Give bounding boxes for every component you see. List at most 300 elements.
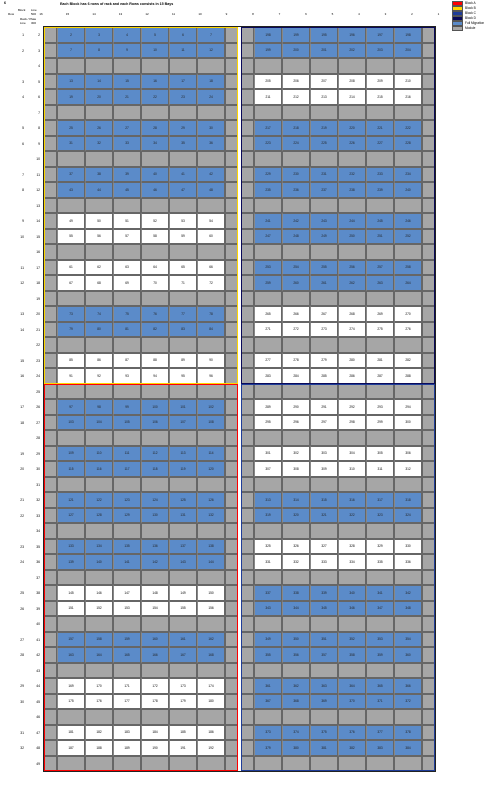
location-number: 306 <box>405 451 411 456</box>
location-cell <box>394 632 422 648</box>
location-cell <box>394 508 422 524</box>
location-cell <box>254 585 282 601</box>
aisle-cell <box>197 523 225 539</box>
location-number: 185 <box>180 730 186 735</box>
location-number: 79 <box>69 327 73 332</box>
aisle-cell <box>338 523 366 539</box>
location-number: 73 <box>69 311 73 316</box>
location-number: 307 <box>265 466 271 471</box>
location-number: 15 <box>125 79 129 84</box>
location-cell <box>282 539 310 555</box>
location-number: 174 <box>208 683 214 688</box>
aisle-cell <box>57 337 85 353</box>
location-cell <box>141 446 169 462</box>
location-cell <box>85 229 113 245</box>
aisle-cell <box>310 523 338 539</box>
aisle-cell <box>338 663 366 679</box>
aisle-cell <box>338 244 366 260</box>
aisle-cell <box>225 570 238 586</box>
location-cell <box>366 74 394 90</box>
location-number: 252 <box>405 234 411 239</box>
location-cell <box>197 74 225 90</box>
location-cell <box>57 554 85 570</box>
rack-end-cell <box>225 306 238 322</box>
location-number: 110 <box>96 451 102 456</box>
aisle-cell <box>338 756 366 772</box>
location-cell <box>254 275 282 291</box>
location-cell <box>169 306 197 322</box>
aisle-cell <box>85 477 113 493</box>
row-line-label: 21 <box>20 498 24 502</box>
rack-end-cell <box>241 399 254 415</box>
location-cell <box>366 539 394 555</box>
location-cell <box>85 554 113 570</box>
aisle-cell <box>197 337 225 353</box>
aisle-cell <box>169 756 197 772</box>
location-number: 137 <box>180 544 186 549</box>
location-number: 169 <box>68 683 74 688</box>
location-cell <box>366 275 394 291</box>
aisle-cell <box>197 244 225 260</box>
location-number: 341 <box>377 590 383 595</box>
location-cell <box>197 740 225 756</box>
aisle-cell <box>169 151 197 167</box>
rack-end-cell <box>422 647 435 663</box>
location-number: 127 <box>68 513 74 518</box>
rack-end-cell <box>225 120 238 136</box>
legend-label: Module <box>465 26 476 31</box>
location-cell <box>169 740 197 756</box>
location-number: 61 <box>69 265 73 270</box>
rack-end-cell <box>422 353 435 369</box>
location-number: 360 <box>405 652 411 657</box>
location-cell <box>282 725 310 741</box>
aisle-cell <box>394 198 422 214</box>
aisle-cell <box>44 244 57 260</box>
location-cell <box>169 213 197 229</box>
location-number: 86 <box>97 358 101 363</box>
row-index-label: 36 <box>36 560 40 564</box>
location-cell <box>254 182 282 198</box>
location-number: 286 <box>349 373 355 378</box>
rack-end-cell <box>44 725 57 741</box>
aisle-cell <box>338 58 366 74</box>
aisle-cell <box>254 58 282 74</box>
aisle-cell <box>254 709 282 725</box>
rack-end-cell <box>241 415 254 431</box>
row-index-label: 34 <box>36 529 40 533</box>
location-cell <box>57 399 85 415</box>
location-number: 199 <box>293 32 299 37</box>
aisle-cell <box>44 337 57 353</box>
location-cell <box>282 461 310 477</box>
location-cell <box>85 322 113 338</box>
location-cell <box>141 74 169 90</box>
rack-end-cell <box>241 446 254 462</box>
location-number: 146 <box>96 590 102 595</box>
location-cell <box>366 182 394 198</box>
location-number: 136 <box>152 544 158 549</box>
row-index-label: 33 <box>36 513 40 518</box>
location-number: 112 <box>152 451 158 456</box>
location-cell <box>282 229 310 245</box>
location-number: 196 <box>349 32 355 37</box>
location-cell <box>197 260 225 276</box>
rack-end-cell <box>422 446 435 462</box>
location-number: 129 <box>124 513 130 518</box>
location-cell <box>366 585 394 601</box>
header-line-label: Line <box>31 8 37 12</box>
rack-end-cell <box>422 260 435 276</box>
location-number: 159 <box>124 637 130 642</box>
aisle-cell <box>169 570 197 586</box>
location-number: 71 <box>181 280 185 285</box>
rack-end-cell <box>422 74 435 90</box>
rack-end-cell <box>44 678 57 694</box>
rack-end-cell <box>225 399 238 415</box>
location-cell <box>394 27 422 43</box>
aisle-cell <box>254 663 282 679</box>
row-line-label: 4 <box>22 95 24 99</box>
location-cell <box>57 213 85 229</box>
row-index-label: 5 <box>38 79 40 84</box>
location-cell <box>282 27 310 43</box>
row-index-label: 41 <box>36 637 40 642</box>
rack-end-cell <box>422 213 435 229</box>
aisle-cell <box>394 151 422 167</box>
aisle-cell <box>169 291 197 307</box>
aisle-cell <box>366 523 394 539</box>
location-number: 318 <box>405 497 411 502</box>
aisle-cell <box>85 291 113 307</box>
location-number: 236 <box>293 187 299 192</box>
rack-end-cell <box>225 539 238 555</box>
rack-end-cell <box>225 492 238 508</box>
location-number: 131 <box>180 513 186 518</box>
location-number: 313 <box>265 497 271 502</box>
location-cell <box>282 353 310 369</box>
location-cell <box>310 43 338 59</box>
rack-end-cell <box>241 229 254 245</box>
location-cell <box>113 446 141 462</box>
location-number: 207 <box>321 79 327 84</box>
location-number: 255 <box>321 265 327 270</box>
location-cell <box>57 353 85 369</box>
aisle-cell <box>141 570 169 586</box>
location-cell <box>338 368 366 384</box>
location-cell <box>282 508 310 524</box>
location-number: 7 <box>210 32 212 37</box>
location-cell <box>141 647 169 663</box>
location-number: 89 <box>181 358 185 363</box>
aisle-cell <box>225 709 238 725</box>
aisle-cell <box>113 244 141 260</box>
aisle-cell <box>338 384 366 400</box>
location-number: 325 <box>265 544 271 549</box>
location-cell <box>394 182 422 198</box>
bay-number: 9 <box>225 12 228 16</box>
location-cell <box>57 647 85 663</box>
location-cell <box>310 167 338 183</box>
location-cell <box>310 492 338 508</box>
location-number: 371 <box>377 699 383 704</box>
row-index-label: 4 <box>38 64 40 68</box>
location-number: 222 <box>405 125 411 130</box>
location-number: 300 <box>405 420 411 425</box>
location-number: 10 <box>153 48 157 53</box>
location-cell <box>141 461 169 477</box>
aisle-cell <box>254 477 282 493</box>
bay-number: 13 <box>118 12 123 16</box>
row-index-label: 11 <box>36 172 40 177</box>
location-number: 19 <box>69 94 73 99</box>
rack-end-cell <box>241 539 254 555</box>
location-number: 199 <box>265 48 271 53</box>
aisle-cell <box>394 337 422 353</box>
location-cell <box>113 585 141 601</box>
aisle-cell <box>113 291 141 307</box>
location-number: 128 <box>96 513 102 518</box>
row-index-label: 29 <box>36 451 40 456</box>
rack-end-cell <box>422 306 435 322</box>
location-cell <box>169 74 197 90</box>
location-number: 234 <box>405 172 411 177</box>
location-number: 238 <box>349 187 355 192</box>
location-cell <box>141 322 169 338</box>
aisle-cell <box>225 523 238 539</box>
rack-end-cell <box>44 601 57 617</box>
location-number: 87 <box>125 358 129 363</box>
location-cell <box>57 461 85 477</box>
location-number: 4 <box>126 32 128 37</box>
aisle-cell <box>57 244 85 260</box>
aisle-cell <box>254 105 282 121</box>
rack-end-cell <box>225 322 238 338</box>
rack-end-cell <box>422 89 435 105</box>
location-number: 167 <box>180 652 186 657</box>
location-number: 342 <box>405 590 411 595</box>
location-number: 142 <box>152 559 158 564</box>
location-number: 28 <box>153 125 157 130</box>
location-cell <box>394 554 422 570</box>
location-number: 143 <box>180 559 186 564</box>
location-cell <box>197 43 225 59</box>
rack-end-cell <box>422 601 435 617</box>
location-number: 53 <box>181 218 185 223</box>
location-number: 102 <box>208 404 214 409</box>
location-cell <box>85 399 113 415</box>
aisle-cell <box>141 523 169 539</box>
location-cell <box>169 229 197 245</box>
row-index-label: 23 <box>36 358 40 363</box>
location-cell <box>366 89 394 105</box>
aisle-cell <box>113 663 141 679</box>
legend-label: Block D <box>465 16 476 21</box>
rack-end-cell <box>241 508 254 524</box>
aisle-cell <box>85 616 113 632</box>
location-number: 93 <box>125 373 129 378</box>
aisle-cell <box>241 616 254 632</box>
header-rack-label: Rack / Plate <box>20 17 37 21</box>
location-number: 370 <box>349 699 355 704</box>
location-cell <box>366 120 394 136</box>
location-number: 145 <box>68 590 74 595</box>
location-cell <box>197 585 225 601</box>
location-cell <box>197 539 225 555</box>
location-cell <box>85 632 113 648</box>
location-number: 173 <box>180 683 186 688</box>
aisle-cell <box>254 384 282 400</box>
location-number: 108 <box>208 420 214 425</box>
location-number: 158 <box>96 637 102 642</box>
location-number: 232 <box>349 172 355 177</box>
location-cell <box>85 275 113 291</box>
location-number: 324 <box>405 513 411 518</box>
location-number: 310 <box>349 466 355 471</box>
location-cell <box>254 678 282 694</box>
aisle-cell <box>282 477 310 493</box>
aisle-cell <box>394 756 422 772</box>
location-number: 183 <box>124 730 130 735</box>
location-number: 209 <box>377 79 383 84</box>
location-number: 270 <box>405 311 411 316</box>
rack-end-cell <box>241 647 254 663</box>
location-number: 244 <box>349 218 355 223</box>
rack-end-cell <box>44 368 57 384</box>
aisle-cell <box>113 151 141 167</box>
location-cell <box>169 678 197 694</box>
location-number: 168 <box>208 652 214 657</box>
location-number: 35 <box>181 141 185 146</box>
location-cell <box>85 120 113 136</box>
location-cell <box>366 446 394 462</box>
aisle-cell <box>113 570 141 586</box>
location-number: 224 <box>293 141 299 146</box>
location-cell <box>169 461 197 477</box>
location-number: 272 <box>293 327 299 332</box>
location-cell <box>85 89 113 105</box>
location-cell <box>282 43 310 59</box>
rack-end-cell <box>44 43 57 59</box>
location-cell <box>141 275 169 291</box>
location-cell <box>169 27 197 43</box>
location-cell <box>254 632 282 648</box>
aisle-cell <box>197 477 225 493</box>
location-cell <box>85 539 113 555</box>
location-cell <box>338 322 366 338</box>
rack-end-cell <box>44 353 57 369</box>
location-cell <box>394 492 422 508</box>
location-cell <box>282 275 310 291</box>
location-number: 139 <box>68 559 74 564</box>
legend-swatch <box>452 26 463 31</box>
location-cell <box>394 415 422 431</box>
rack-end-cell <box>44 306 57 322</box>
aisle-cell <box>366 337 394 353</box>
location-cell <box>113 353 141 369</box>
aisle-cell <box>225 337 238 353</box>
location-cell <box>113 678 141 694</box>
location-cell <box>85 694 113 710</box>
location-cell <box>113 368 141 384</box>
aisle-cell <box>310 616 338 632</box>
location-number: 373 <box>265 730 271 735</box>
location-cell <box>282 306 310 322</box>
rack-end-cell <box>241 725 254 741</box>
location-number: 126 <box>208 497 214 502</box>
location-cell <box>394 353 422 369</box>
rack-end-cell <box>44 167 57 183</box>
location-cell <box>113 182 141 198</box>
location-cell <box>254 508 282 524</box>
location-cell <box>394 461 422 477</box>
location-number: 62 <box>97 265 101 270</box>
rack-end-cell <box>44 213 57 229</box>
rack-end-cell <box>241 585 254 601</box>
aisle-cell <box>241 384 254 400</box>
row-line-label: 26 <box>20 606 24 611</box>
location-cell <box>254 89 282 105</box>
rack-end-cell <box>225 585 238 601</box>
location-number: 38 <box>97 172 101 177</box>
aisle-cell <box>282 756 310 772</box>
row-line-label: 1 <box>22 33 24 37</box>
location-number: 210 <box>405 79 411 84</box>
location-number: 223 <box>265 141 271 146</box>
location-cell <box>254 446 282 462</box>
location-number: 235 <box>265 187 271 192</box>
location-cell <box>197 368 225 384</box>
location-cell <box>254 415 282 431</box>
location-number: 48 <box>209 187 213 192</box>
location-cell <box>310 678 338 694</box>
row-index-label: 12 <box>36 188 40 192</box>
bay-number: 4 <box>358 12 360 16</box>
location-number: 37 <box>69 172 73 177</box>
location-cell <box>310 182 338 198</box>
location-number: 261 <box>321 280 327 285</box>
rack-end-cell <box>241 182 254 198</box>
location-number: 118 <box>152 466 158 471</box>
location-number: 293 <box>377 404 383 409</box>
row-index-label: 42 <box>36 653 40 657</box>
location-number: 83 <box>181 327 185 332</box>
location-cell <box>141 492 169 508</box>
location-cell <box>338 306 366 322</box>
row-index-label: 48 <box>36 746 40 750</box>
rack-end-cell <box>241 27 254 43</box>
location-cell <box>57 492 85 508</box>
location-number: 106 <box>152 420 158 425</box>
aisle-cell <box>197 570 225 586</box>
rack-end-cell <box>225 229 238 245</box>
location-number: 97 <box>69 404 73 409</box>
location-number: 64 <box>153 265 157 270</box>
rack-end-cell <box>241 306 254 322</box>
location-number: 333 <box>321 559 327 564</box>
aisle-cell <box>366 616 394 632</box>
location-cell <box>366 554 394 570</box>
location-cell <box>113 260 141 276</box>
location-number: 311 <box>377 466 383 471</box>
row-index-label: 32 <box>36 498 40 502</box>
location-cell <box>282 740 310 756</box>
rack-end-cell <box>44 632 57 648</box>
aisle-cell <box>310 570 338 586</box>
location-cell <box>57 415 85 431</box>
bay-number: 2 <box>411 12 413 16</box>
aisle-cell <box>254 570 282 586</box>
